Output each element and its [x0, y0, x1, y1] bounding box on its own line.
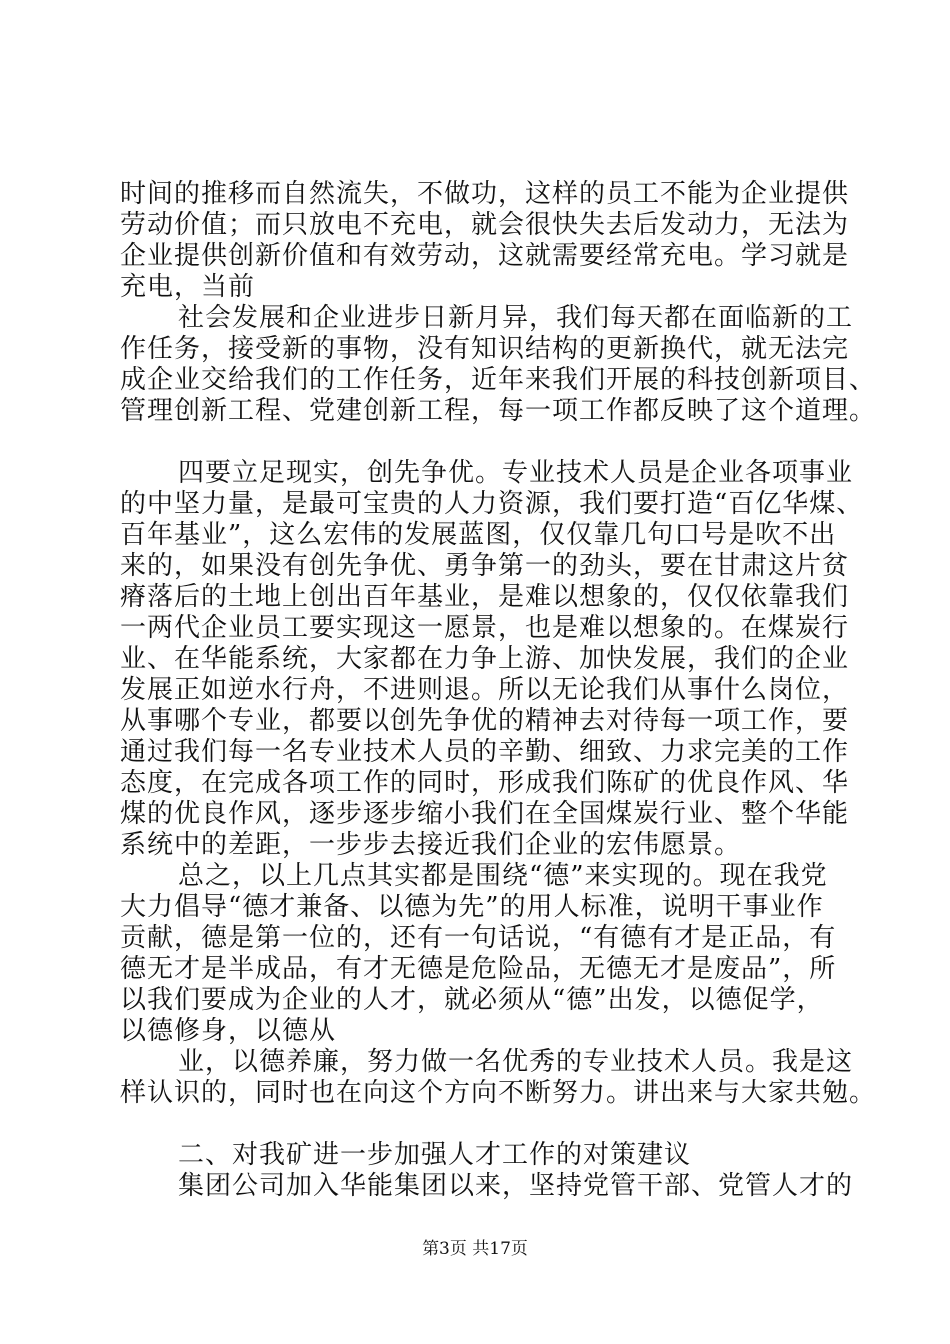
text-line: 以德修身，以德从 — [120, 1016, 337, 1046]
text-line: 企业提供创新价值和有效劳动，这就需要经常充电。学习就是 — [120, 241, 850, 271]
text-line: 时间的推移而自然流失，不做功，这样的员工不能为企业提供 — [120, 179, 850, 209]
text-line: 德无才是半成品，有才无德是危险品，无德无才是废品”，所 — [120, 954, 837, 984]
text-line: 业、在华能系统，大家都在力争上游、加快发展，我们的企业 — [120, 644, 850, 674]
text-line: 态度，在完成各项工作的同时，形成我们陈矿的优良作风、华 — [120, 768, 850, 798]
text-line: 系统中的差距，一步步去接近我们企业的宏伟愿景。 — [120, 830, 742, 860]
text-line: 瘠落后的土地上创出百年基业，是难以想象的，仅仅依靠我们 — [120, 582, 850, 612]
text-line: 从事哪个专业，都要以创先争优的精神去对待每一项工作，要 — [120, 706, 850, 736]
text-line: 百年基业”，这么宏伟的发展蓝图，仅仅靠几句口号是吹不出 — [120, 520, 837, 550]
paragraph-first-line: 总之，以上几点其实都是围绕“德”来实现的。现在我党 — [178, 861, 828, 891]
paragraph-first-line: 业，以德养廉，努力做一名优秀的专业技术人员。我是这 — [178, 1047, 854, 1077]
text-line: 一两代企业员工要实现这一愿景，也是难以想象的。在煤炭行 — [120, 613, 850, 643]
text-line: 管理创新工程、党建创新工程，每一项工作都反映了这个道理。 — [120, 396, 877, 426]
text-line: 煤的优良作风，逐步逐步缩小我们在全国煤炭行业、整个华能 — [120, 799, 850, 829]
text-line: 贡献，德是第一位的，还有一句话说，“有德有才是正品，有 — [120, 923, 837, 953]
text-line: 来的，如果没有创先争优、勇争第一的劲头，要在甘肃这片贫 — [120, 551, 850, 581]
text-line: 成企业交给我们的工作任务，近年来我们开展的科技创新项目、 — [120, 365, 877, 395]
text-line: 样认识的，同时也在向这个方向不断努力。讲出来与大家共勉。 — [120, 1078, 877, 1108]
text-line: 以我们要成为企业的人才，就必须从“德”出发，以德促学， — [120, 985, 824, 1015]
section-heading: 二、对我矿进一步加强人才工作的对策建议 — [178, 1140, 692, 1170]
text-line: 大力倡导“德才兼备、以德为先”的用人标准，说明干事业作 — [120, 892, 824, 922]
page-number-footer: 第3页 共17页 — [422, 1239, 528, 1259]
text-line: 充电，当前 — [120, 272, 256, 302]
paragraph-first-line: 社会发展和企业进步日新月异，我们每天都在面临新的工 — [178, 303, 854, 333]
text-line: 作任务，接受新的事物，没有知识结构的更新换代，就无法完 — [120, 334, 850, 364]
paragraph-first-line: 集团公司加入华能集团以来，坚持党管干部、党管人才的 — [178, 1171, 854, 1201]
text-line: 通过我们每一名专业技术人员的辛勤、细致、力求完美的工作 — [120, 737, 850, 767]
text-line: 发展正如逆水行舟，不进则退。所以无论我们从事什么岗位， — [120, 675, 850, 705]
text-line: 劳动价值；而只放电不充电，就会很快失去后发动力，无法为 — [120, 210, 850, 240]
text-line: 的中坚力量，是最可宝贵的人力资源，我们要打造“百亿华煤、 — [120, 489, 864, 519]
paragraph-first-line: 四要立足现实，创先争优。专业技术人员是企业各项事业 — [178, 458, 854, 488]
